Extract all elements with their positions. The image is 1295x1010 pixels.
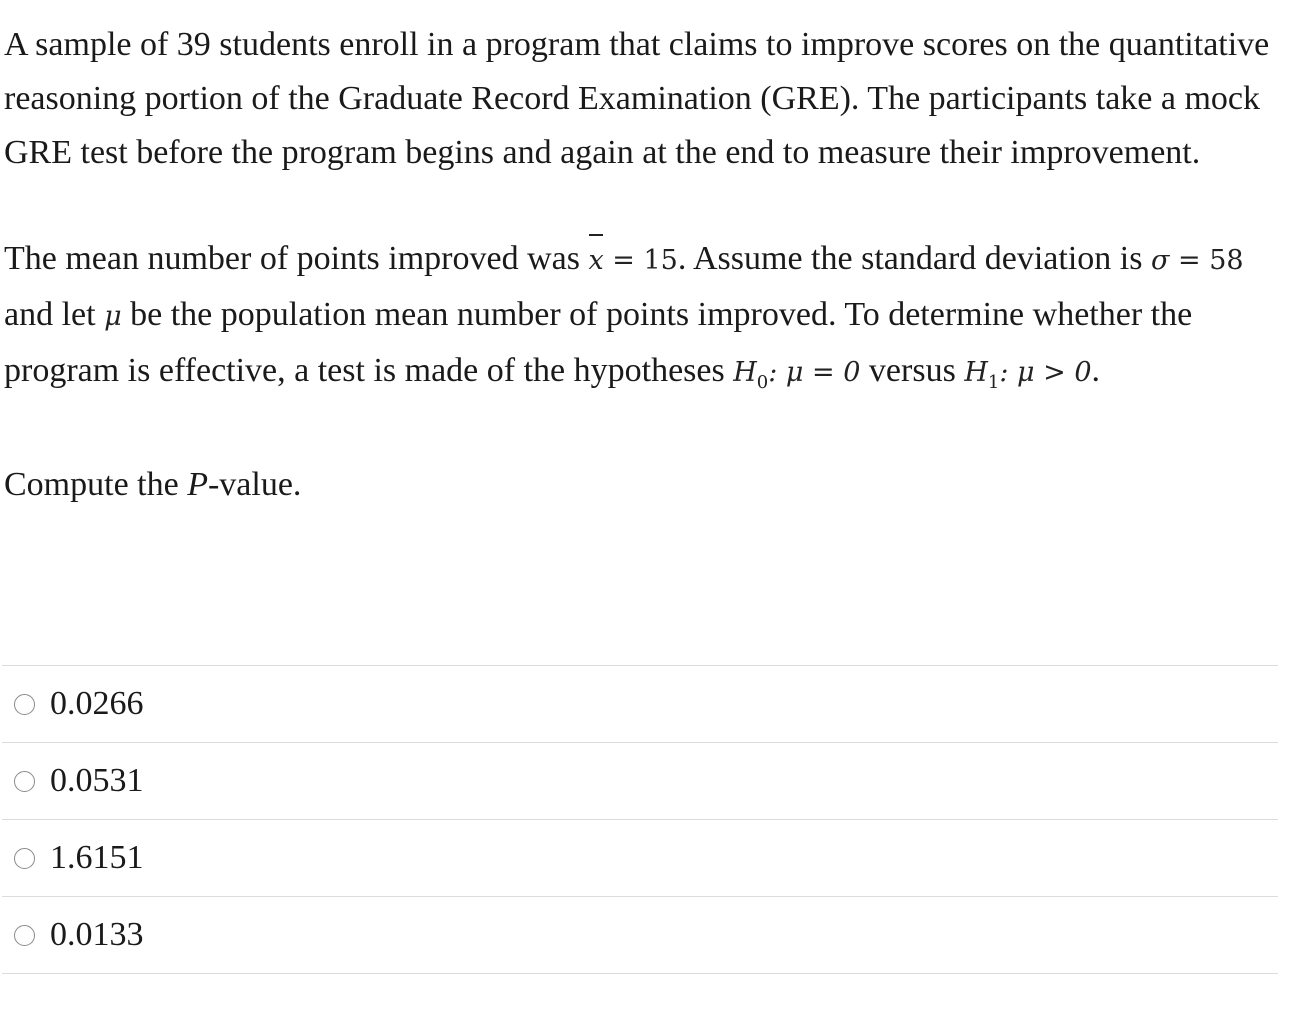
stat-text: The mean number of points improved was [4, 240, 589, 277]
h0-letter: H [733, 357, 757, 388]
sigma-value: = 58 [1169, 245, 1244, 276]
x-bar-symbol: x [588, 234, 603, 288]
stat-text: versus [860, 352, 965, 389]
radio-button[interactable] [14, 925, 35, 946]
prompt-text: -value. [207, 466, 302, 503]
radio-button[interactable] [14, 694, 35, 715]
sigma-formula [1151, 245, 1244, 276]
sample-mean-formula [588, 245, 677, 276]
question-prompt [4, 458, 1274, 512]
option-label[interactable]: 0.0531 [50, 762, 144, 799]
stat-text: . Assume the standard deviation is [677, 240, 1151, 277]
stat-text: . [1091, 352, 1101, 389]
sample-mean-value: = 15 [603, 245, 678, 276]
radio-button[interactable] [14, 848, 35, 869]
stat-text: be the population mean number of points improved. To determine whether the program is effective, a test is made of the hypotheses [4, 296, 1193, 389]
option-label[interactable]: 0.0133 [50, 916, 144, 953]
option-label[interactable]: 0.0266 [50, 685, 144, 722]
h0-subscript: 0 [756, 372, 769, 393]
problem-context: A sample of 39 students enroll in a program that claims to improve scores on the quantitative reasoning portion of the Graduate Record Examination (GRE). The participants take a mock GRE test before the program begins and again at the end to measure their improvement. [4, 26, 1270, 171]
answer-option-3[interactable] [2, 819, 1278, 896]
question-text [4, 18, 1274, 512]
sigma-symbol: σ [1150, 245, 1170, 276]
answer-option-2[interactable] [2, 742, 1278, 819]
answer-option-1[interactable] [2, 665, 1278, 742]
p-variable: P [187, 466, 208, 503]
h1-condition: : μ > 0 [999, 357, 1092, 388]
answer-options [2, 665, 1278, 974]
h1-letter: H [964, 357, 988, 388]
prompt-text: Compute the [4, 466, 188, 503]
option-label[interactable]: 1.6151 [50, 839, 144, 876]
h0-condition: : μ = 0 [768, 357, 861, 388]
problem-statistics [4, 232, 1274, 410]
h1-subscript: 1 [987, 372, 1000, 393]
null-hypothesis [733, 357, 861, 393]
answer-option-4[interactable] [2, 896, 1278, 974]
radio-button[interactable] [14, 771, 35, 792]
mu-symbol: μ [104, 301, 122, 332]
stat-text: and let [4, 296, 105, 333]
alternative-hypothesis [964, 357, 1092, 393]
